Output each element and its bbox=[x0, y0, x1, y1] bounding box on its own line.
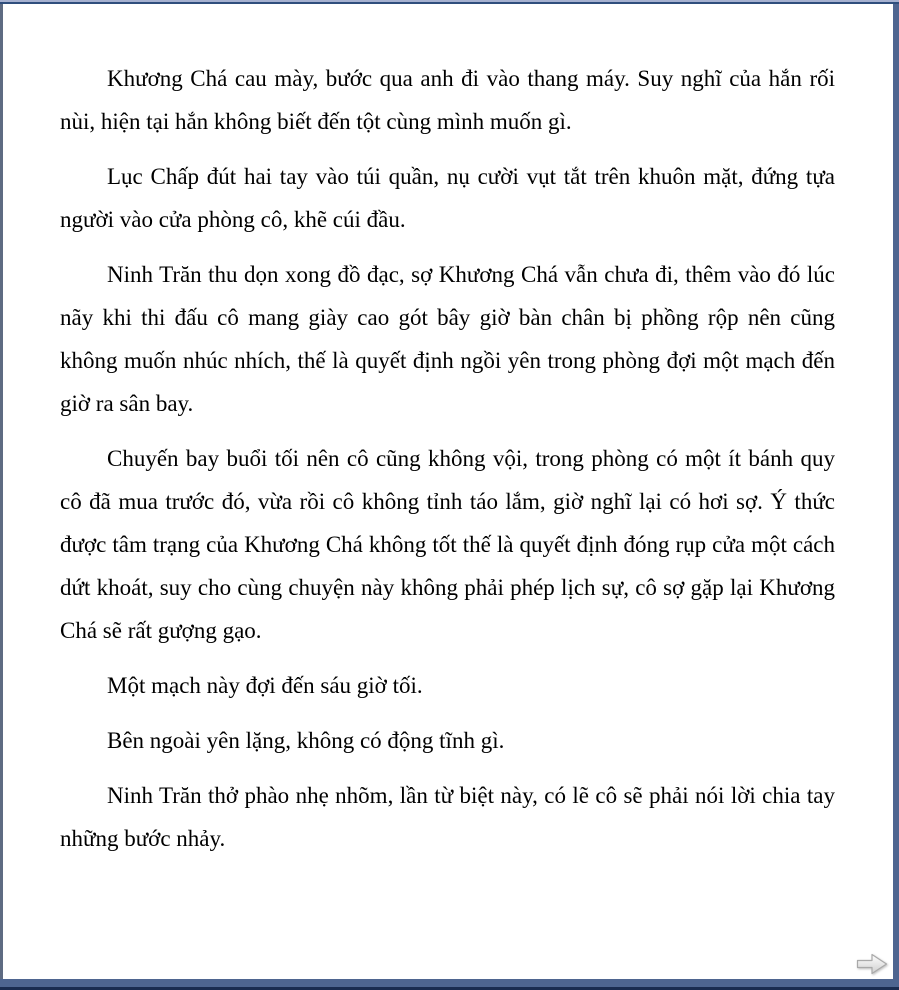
frame-edge-left bbox=[0, 4, 3, 979]
paragraph: Bên ngoài yên lặng, không có động tĩnh gì. bbox=[107, 728, 505, 753]
paragraph: Ninh Trăn thở phào nhẹ nhõm, lần từ biệt này, có lẽ cô sẽ phải nói lời chia tay những bước nhảy. bbox=[60, 783, 835, 851]
frame-edge-bottom bbox=[0, 979, 899, 987]
page-text bbox=[60, 57, 835, 872]
paragraph: Chuyến bay buổi tối nên cô cũng không vội, trong phòng có một ít bánh quy cô đã mua trước đó, vừa rồi cô không tỉnh táo lắm, giờ nghĩ lại có hơi sợ. Ý thức được tâm trạng của Khương Chá không tốt thế là quyết định đóng rụp cửa một cách dứt khoát, suy cho cùng chuyện này không phải phép lịch sự, cô sợ gặp lại Khương Chá sẽ rất gượng gạo. bbox=[60, 446, 835, 643]
paragraph: Khương Chá cau mày, bước qua anh đi vào thang máy. Suy nghĩ của hắn rối nùi, hiện tại hắn không biết đến tột cùng mình muốn gì. bbox=[60, 66, 835, 134]
frame-edge-right bbox=[893, 4, 899, 979]
paragraph: Lục Chấp đút hai tay vào túi quần, nụ cười vụt tắt trên khuôn mặt, đứng tựa người vào cửa phòng cô, khẽ cúi đầu. bbox=[60, 164, 835, 232]
paragraph: Một mạch này đợi đến sáu giờ tối. bbox=[107, 673, 423, 698]
frame-edge-top-inner bbox=[0, 2, 899, 4]
next-page-button[interactable] bbox=[856, 952, 888, 976]
paragraph: Ninh Trăn thu dọn xong đồ đạc, sợ Khương Chá vẫn chưa đi, thêm vào đó lúc nãy khi thi đấu cô mang giày cao gót bây giờ bàn chân bị phồng rộp nên cũng không muốn nhúc nhích, thế là quyết định ngồi yên trong phòng đợi một mạch đến giờ ra sân bay. bbox=[60, 262, 835, 416]
next-page-arrow-icon bbox=[856, 952, 888, 976]
